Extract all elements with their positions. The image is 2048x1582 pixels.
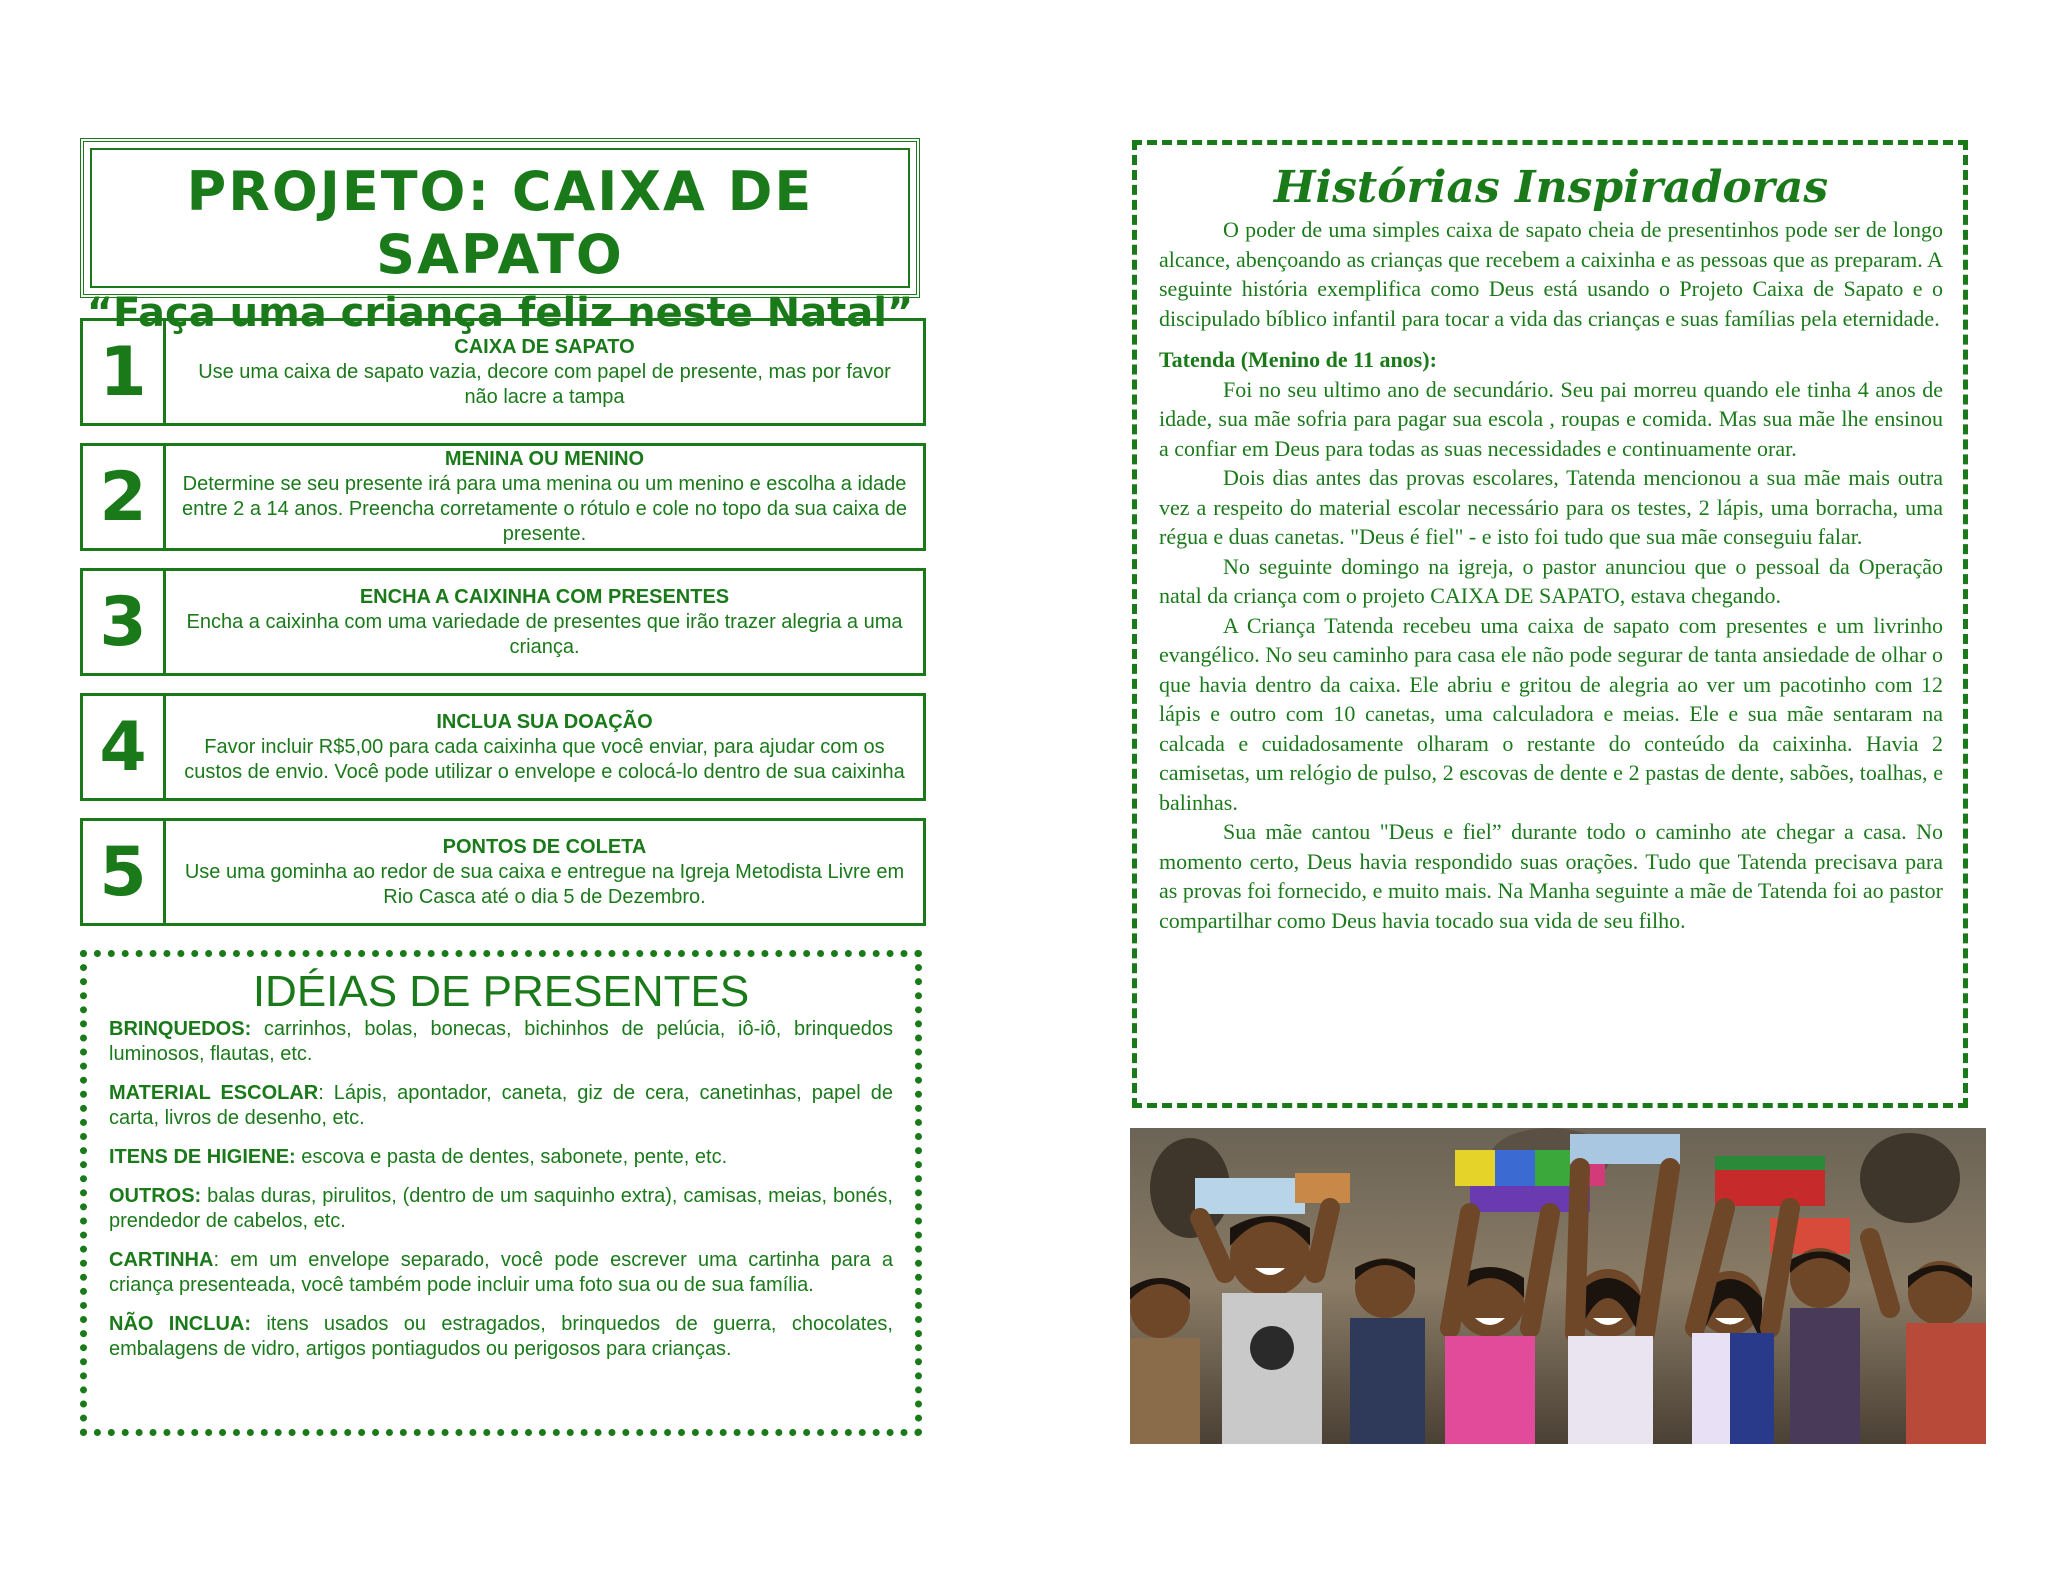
gift-ideas-title: IDÉIAS DE PRESENTES [252,967,750,1016]
children-photo-illustration [1130,1128,1986,1444]
idea-text: itens usados ou estragados, brinquedos de guerra, chocolates, embalagens de vidro, artigos pontiagudos ou perigosos para crianças. [109,1313,893,1360]
idea-text: : Lápis, apontador, caneta, giz de cera, canetinhas, papel de carta, livros de desenho, etc. [109,1082,893,1129]
idea-text: carrinhos, bolas, bonecas, bichinhos de pelúcia, iô-iô, brinquedos luminosos, flautas, etc. [109,1018,893,1065]
story-paragraph: A Criança Tatenda recebeu uma caixa de sapato com presentes e um livrinho evangélico. No seu caminho para casa ele não pode segurar de tanta ansiedade de olhar o que havia dentro da caixa. Ele abriu e gritou de alegria ao ver um pacotinho com 12 lápis e outro com 10 canetas, uma calculadora e meias. Ele e sua mãe sentaram na calcada e cuidadosamente olharam o restante do conteúdo da caixinha. Havia 2 camisetas, um relógio de pulso, 2 escovas de dente e 2 pastas de dente, sabões, toalhas, e balinhas. [1159,612,1943,815]
step-heading: INCLUA SUA DOAÇÃO [436,710,653,733]
step-number: 2 [83,446,166,548]
idea-text: escova e pasta de dentes, sabonete, pente, etc. [295,1146,728,1168]
page-title: PROJETO: CAIXA DE SAPATO [186,160,814,286]
step-4 [80,693,926,801]
story-paragraph: Sua mãe cantou "Deus e fiel” durante todo o caminho ate chegar a casa. No momento certo, Deus havia respondido suas orações. Tudo que Tatenda precisava para as provas foi fornecido, e muito mais. Na Manha seguinte a mãe de Tatenda foi ao pastor compartilhar como Deus havia tocado sua vida de seu filho. [1159,819,1943,933]
idea-label: OUTROS: [109,1185,202,1207]
step-number: 3 [83,571,166,673]
step-text: Determine se seu presente irá para uma menina ou um menino e escolha a idade entre 2 a 14 anos. Preencha corretamente o rótulo e cole no topo da sua caixa de presente. [182,473,907,545]
idea-label: MATERIAL ESCOLAR [109,1082,319,1104]
step-3 [80,568,926,676]
idea-label: NÃO INCLUA: [109,1313,251,1335]
gift-ideas-box [80,950,922,1436]
stories-title: Histórias Inspiradoras [1273,162,1829,213]
step-heading: CAIXA DE SAPATO [454,335,635,358]
step-heading: ENCHA A CAIXINHA COM PRESENTES [359,585,730,608]
step-text: Use uma caixa de sapato vazia, decore com papel de presente, mas por favor não lacre a tampa [198,360,891,408]
step-text: Use uma gominha ao redor de sua caixa e entregue na Igreja Metodista Livre em Rio Casca até o dia 5 de Dezembro. [184,860,905,908]
step-number: 4 [83,696,166,798]
step-number: 5 [83,821,166,923]
step-1 [80,318,926,426]
idea-item [109,1248,893,1298]
idea-item [109,1312,893,1362]
idea-item [109,1145,893,1170]
step-heading: MENINA OU MENINO [444,448,645,470]
step-5 [80,818,926,926]
idea-item [109,1017,893,1067]
story-paragraph: No seguinte domingo na igreja, o pastor anunciou que o pessoal da Operação natal da criança com o projeto CAIXA DE SAPATO, estava chegando. [1159,553,1943,608]
stories-intro: O poder de uma simples caixa de sapato cheia de presentinhos pode ser de longo alcance, abençoando as crianças que recebem a caixinha e as pessoas que as preparam. A seguinte história exemplifica como Deus está usando o Projeto Caixa de Sapato e o discipulado bíblico infantil para tocar a vida das crianças e suas famílias pela eternidade. [1159,217,1943,331]
story-paragraph: Foi no seu ultimo ano de secundário. Seu pai morreu quando ele tinha 4 anos de idade, sua mãe sofria para pagar sua escola , roupas e comida. Mas sua mãe lhe ensinou a confiar em Deus para todas as suas necessidades e continuamente orar. [1159,376,1943,461]
step-text: Favor incluir R$5,00 para cada caixinha que você enviar, para ajudar com os custos de envio. Você pode utilizar o envelope e colocá-lo dentro de sua caixinha [184,735,905,783]
idea-text: : em um envelope separado, você pode escrever uma cartinha para a criança presenteada, você também pode incluir uma foto sua ou de sua família. [109,1249,893,1296]
idea-item [109,1184,893,1234]
children-photo [1130,1128,1986,1444]
step-heading: PONTOS DE COLETA [442,835,647,858]
idea-label: CARTINHA [109,1249,214,1271]
idea-label: BRINQUEDOS: [109,1018,252,1040]
step-number: 1 [83,321,166,423]
idea-label: ITENS DE HIGIENE: [109,1146,296,1168]
idea-item [109,1081,893,1131]
header-box [80,138,920,336]
story-subtitle: Tatenda (Menino de 11 anos): [1159,347,1437,372]
stories-box [1132,140,1968,1108]
step-text: Encha a caixinha com uma variedade de presentes que irão trazer alegria a uma criança. [186,610,903,658]
step-2 [80,443,926,551]
page-subtitle: “Faça uma criança feliz neste Natal” [86,290,914,336]
idea-text: balas duras, pirulitos, (dentro de um saquinho extra), camisas, meias, bonés, prendedor de cabelos, etc. [109,1185,893,1232]
story-paragraph: Dois dias antes das provas escolares, Tatenda mencionou a sua mãe mais outra vez a respeito do material escolar necessário para os testes, 2 lápis, uma borracha, uma régua e duas canetas. "Deus é fiel" - e isto foi tudo que sua mãe conseguiu falar. [1159,465,1943,549]
